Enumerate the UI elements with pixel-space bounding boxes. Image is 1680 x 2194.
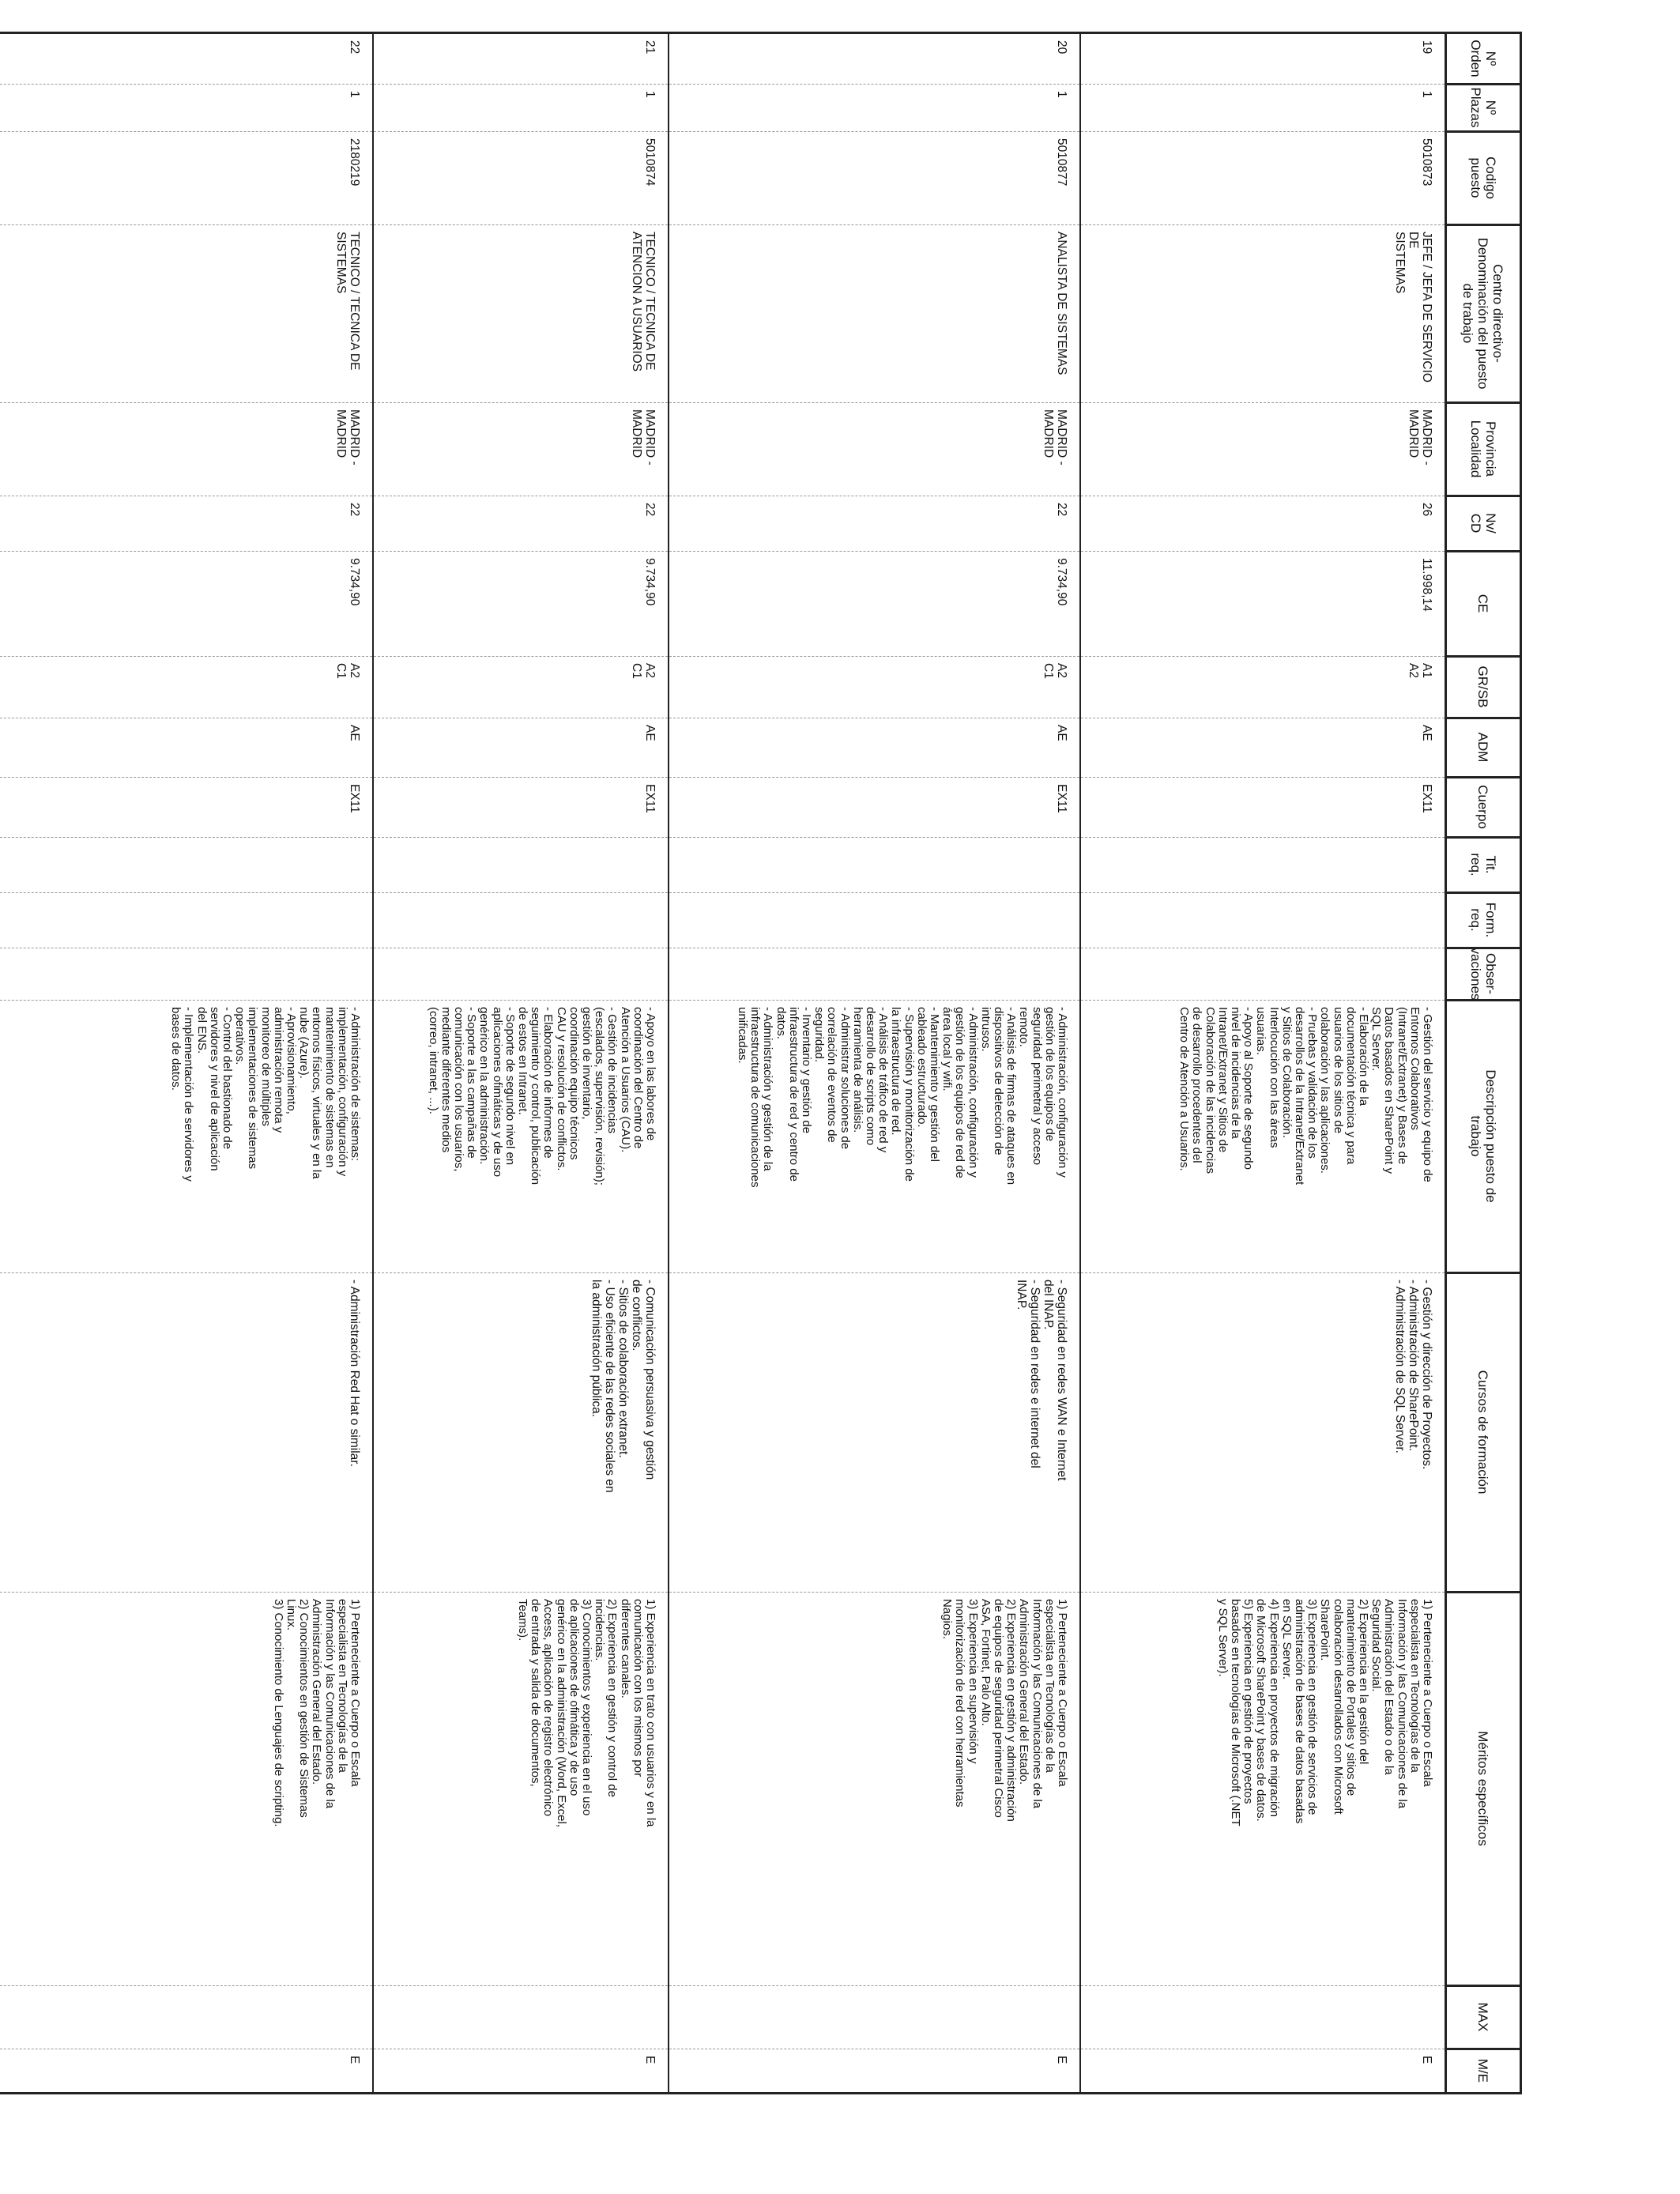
cell-nivel: 22 xyxy=(0,496,372,552)
plazas-table xyxy=(0,32,1522,2094)
cell-observaciones xyxy=(374,948,668,1001)
cell-cuerpo: EX11 xyxy=(669,778,1079,838)
column-divider xyxy=(1445,837,1520,839)
column-divider xyxy=(1445,224,1520,226)
column-divider xyxy=(1445,656,1520,658)
cell-formreq xyxy=(0,893,372,948)
column-divider xyxy=(1445,496,1520,497)
header-provincia: Provincia Localidad xyxy=(1447,403,1520,496)
cell-meritos: 1) Experiencia en trato con usuarios y en la comunicación con los mismos por diferentes canales. 2) Experiencia en gestión y control de incidencias. 3) Conocimientos y experiencia en el uso de aplicaciones de ofimática y de uso genérico en la administración (Word, Excel, Access, aplicación de registro electrónico de entrada y salida de documentos, Teams). xyxy=(374,1593,668,1986)
cell-cursos: - Seguridad en redes WAN e Internet del INAP. - Seguridad en redes e internet del INAP. xyxy=(669,1273,1079,1593)
column-divider xyxy=(1445,1272,1520,1274)
cell-titreq xyxy=(1081,838,1445,893)
cell-cuerpo: EX11 xyxy=(374,778,668,838)
header-me: M/E xyxy=(1475,2058,1491,2083)
cell-adm: AE xyxy=(374,718,668,778)
cell-descripcion: - Administración de sistemas: implementación, configuración y mantenimiento de sistemas en entornos físicos, virtuales y en la nube (Azure). - Aprovisionamiento, administración remota y monitoreo de múltiples implementaciones de sistemas operativos. - Control del bastionado de servidores y nivel de aplicación del ENS. - Implementación de servidores y bases de datos. xyxy=(0,1001,372,1273)
cell-plazas: 1 xyxy=(0,85,372,132)
column-divider xyxy=(1445,2049,1520,2050)
cell-orden: 19 xyxy=(1081,34,1445,85)
cell-nivel: 22 xyxy=(374,496,668,552)
cell-orden: 21 xyxy=(374,34,668,85)
header-formreq: Form. req. xyxy=(1447,893,1520,948)
header-meritos: Méritos específicos xyxy=(1447,1593,1520,1986)
cell-adm: AE xyxy=(1081,718,1445,778)
cell-titreq xyxy=(0,838,372,893)
header-cuerpo: Cuerpo xyxy=(1447,778,1520,838)
cell-me: E xyxy=(643,2056,657,2064)
cell-me: E xyxy=(1420,2056,1433,2064)
cell-titreq xyxy=(669,838,1079,893)
cell-grsb: A2 C1 xyxy=(374,657,668,718)
cell-cuerpo: EX11 xyxy=(1081,778,1445,838)
cell-descripcion: - Administración, configuración y gestión de los equipos de seguridad perimetral y acceso remoto. - Análisis de firmas de ataques en dispositivos de detección de intrusos. - Administración, configuración y gestión de los equipos de red de área local y wifi. - Mantenimiento y gestión del cableado estructurado. - Supervisión y monitorización de la infraestructura de red. - Análisis de tráfico de red y desarrollo de scripts como herramienta de análisis. - Administrar soluciones de correlación de eventos de seguridad. - Inventario y gestión de infraestructura de red y centro de datos. - Administración y gestión de la infraestructura de comunicaciones unificadas. xyxy=(669,1001,1079,1273)
cell-plazas: 1 xyxy=(1081,85,1445,132)
header-grsb: GR/SB xyxy=(1447,657,1520,718)
header-cursos: Cursos de formación xyxy=(1447,1273,1520,1593)
cell-centro: TECNICO / TECNICA DE SISTEMAS xyxy=(0,225,372,403)
cell-adm: AE xyxy=(669,718,1079,778)
cell-cursos: - Gestión y dirección de Proyectos. - Administración de SharePoint. - Administración de SQL Server. xyxy=(1081,1273,1445,1593)
header-plazas: Nº Plazas xyxy=(1447,85,1520,132)
cell-max xyxy=(0,1986,372,2049)
cell-provincia: MADRID - MADRID xyxy=(374,403,668,496)
cell-max xyxy=(669,1986,1079,2049)
column-divider xyxy=(1445,777,1520,778)
cell-descripcion: - Apoyo en las labores de coordinación del Centro de Atención a Usuarios (CAU). - Gestión de incidencias (escalados, supervisión, revisión); gestión de inventario, coordinación equipo técnicos CAU y resolución de conflictos. - Elaboración de informes de seguimiento y control, publicación de estos en Intranet. - Soporte de segundo nivel en aplicaciones ofimáticas y de uso genérico en la administración. - Soporte a las campañas de comunicación con los usuarios, mediante diferentes medios (correo, intranet, ...). xyxy=(374,1001,668,1273)
cell-codigo: 5010874 xyxy=(374,132,668,225)
cell-meritos: 1) Perteneciente a Cuerpo o Escala especialista en Tecnologías de la Información y las Comunicaciones de la Administración del Estado o de la Seguridad Social. 2) Experiencia en la gestión del mantenimiento de Portales y sitios de colaboración desarrollados con Microsoft SharePoint. 3) Experiencia en gestión de servicios de administración de bases de datos basadas en SQL Server. 4) Experiencia en proyectos de migración de Microsoft SharePoint y bases de datos. 5) Experiencia en gestión de proyectos basados en tecnologías de Microsoft (.NET y SQL Server). xyxy=(1081,1593,1445,1986)
column-divider xyxy=(1445,402,1520,404)
cell-ce: 9.734,90 xyxy=(0,552,372,657)
cell-ce: 9.734,90 xyxy=(374,552,668,657)
cell-adm: AE xyxy=(0,718,372,778)
cell-nivel: 22 xyxy=(669,496,1079,552)
cell-meritos: 1) Perteneciente a Cuerpo o Escala especialista en Tecnologías de la Información y las Comunicaciones de la Administración General del Estado. 2) Conocimientos en gestión de Sistemas Linux. 3) Conocimiento de Lenguajes de scripting. xyxy=(0,1593,372,1986)
cell-cursos: - Administración Red Hat o similar. xyxy=(0,1273,372,1593)
cell-me: E xyxy=(348,2056,361,2064)
column-divider xyxy=(1445,892,1520,894)
cell-observaciones xyxy=(0,948,372,1001)
header-ce: CE xyxy=(1447,552,1520,657)
header-max: MAX xyxy=(1447,1986,1520,2049)
cell-cuerpo: EX11 xyxy=(0,778,372,838)
cell-provincia: MADRID - MADRID xyxy=(0,403,372,496)
cell-ce: 9.734,90 xyxy=(669,552,1079,657)
cell-orden: 20 xyxy=(669,34,1079,85)
header-orden: Nº Orden xyxy=(1447,34,1520,85)
cell-formreq xyxy=(669,893,1079,948)
cell-plazas: 1 xyxy=(669,85,1079,132)
cell-titreq xyxy=(374,838,668,893)
cell-formreq xyxy=(1081,893,1445,948)
cell-max xyxy=(1081,1986,1445,2049)
column-divider xyxy=(1445,718,1520,719)
table-row xyxy=(668,34,1079,2092)
table-row xyxy=(1079,34,1445,2092)
header-observaciones: Obser- vaciones xyxy=(1447,948,1520,1001)
cell-centro: JEFE / JEFA DE SERVICIO DE SISTEMAS xyxy=(1081,225,1445,403)
cell-observaciones xyxy=(1081,948,1445,1001)
cell-observaciones xyxy=(669,948,1079,1001)
cell-max xyxy=(374,1986,668,2049)
cell-codigo: 5010873 xyxy=(1081,132,1445,225)
cell-ce: 11.998,14 xyxy=(1081,552,1445,657)
header-titreq: Tit. req. xyxy=(1447,838,1520,893)
header-centro: Centro directivo- Denominación del puesto de trabajo xyxy=(1447,225,1520,403)
table-row xyxy=(372,34,668,2092)
cell-provincia: MADRID - MADRID xyxy=(1081,403,1445,496)
cell-me: E xyxy=(1055,2056,1068,2064)
cell-meritos: 1) Perteneciente a Cuerpo o Escala especialista en Tecnologías de la Información y las Comunicaciones de la Administración General del Estado. 2) Experiencia en gestión y administración de equipos de seguridad perimetral Cisco ASA, Fortinet, Palo Alto. 3) Experiencia en supervisión y monitorización de red con herramientas Nagios. xyxy=(669,1593,1079,1986)
column-divider xyxy=(1445,1985,1520,1987)
header-adm: ADM xyxy=(1447,718,1520,778)
column-divider xyxy=(1445,84,1520,85)
cell-codigo: 5010877 xyxy=(669,132,1079,225)
cell-nivel: 26 xyxy=(1081,496,1445,552)
cell-grsb: A2 C1 xyxy=(669,657,1079,718)
cell-plazas: 1 xyxy=(374,85,668,132)
cell-grsb: A1 A2 xyxy=(1081,657,1445,718)
table-header xyxy=(1445,34,1520,2092)
cell-orden: 22 xyxy=(0,34,372,85)
header-descripcion: Descripción puesto de trabajo xyxy=(1447,1001,1520,1273)
column-divider xyxy=(1445,551,1520,552)
column-divider xyxy=(1445,1592,1520,1593)
cell-grsb: A2 C1 xyxy=(0,657,372,718)
header-nivel: Nv/ CD xyxy=(1447,496,1520,552)
cell-provincia: MADRID - MADRID xyxy=(669,403,1079,496)
cell-centro: TECNICO / TECNICA DE ATENCION A USUARIOS xyxy=(374,225,668,403)
column-divider xyxy=(1445,1000,1520,1001)
cell-codigo: 2180219 xyxy=(0,132,372,225)
column-divider xyxy=(1445,948,1520,949)
cell-formreq xyxy=(374,893,668,948)
table-row xyxy=(0,34,372,2092)
cell-centro: ANALISTA DE SISTEMAS xyxy=(669,225,1079,403)
cell-descripcion: - Gestión del servicio y equipo de Entornos Colaborativos (Intranet/Extranet) y Bases de Datos basados en SharePoint y SQL Server. - Elaboración de la documentación técnica y para usuarios de los sitios de colaboración y las aplicaciones. - Pruebas y validación de los desarrollos de la Intranet/Extranet y Sitios de Colaboración. Interlocución con las áreas usuarias. - Apoyo al Soporte de segundo nivel de incidencias de la Intranet/Extranet y Sitios de Colaboración de las incidencias de desarrollo procedentes del Centro de Atención a Usuarios. xyxy=(1081,1001,1445,1273)
cell-cursos: - Comunicación persuasiva y gestión de conflictos. - Sitios de colaboración extranet. - Uso eficiente de las redes sociales en la administración pública. xyxy=(374,1273,668,1593)
header-codigo: Codigo puesto xyxy=(1447,132,1520,225)
column-divider xyxy=(1445,131,1520,133)
